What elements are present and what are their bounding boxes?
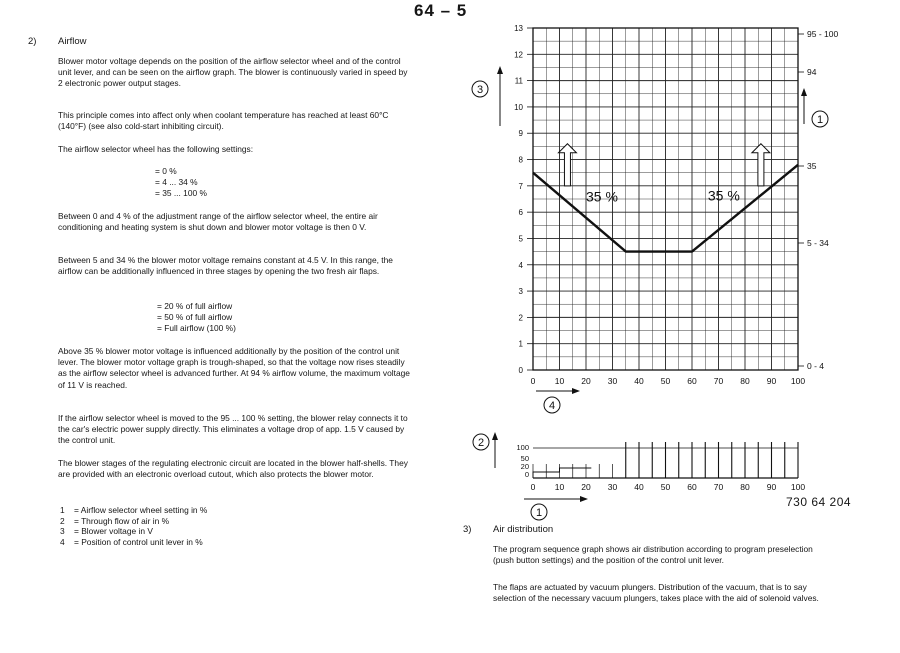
section-number: 2)	[28, 36, 37, 47]
axis-marker-left	[473, 432, 498, 468]
y-tick-label: 8	[518, 155, 523, 165]
axis-marker-bottom	[524, 496, 588, 520]
right-axis-labels	[798, 29, 838, 371]
right-axis-label: 5 - 34	[807, 238, 829, 248]
y-tick-label: 13	[514, 24, 523, 33]
legend	[60, 505, 207, 547]
y-tick-label: 0	[524, 470, 529, 479]
y-tick-label: 6	[518, 208, 523, 218]
x-tick-label: 40	[634, 376, 644, 386]
paragraph: If the airflow selector wheel is moved to the 95 ... 100 % setting, the blower relay connects it to the car's electric power supply directly. This eliminates a voltage drop of app. 1.5 V caused by the control unit.	[58, 413, 408, 446]
y-tick-labels	[514, 24, 533, 375]
list-item: = 35 ... 100 %	[155, 188, 207, 199]
y-tick-labels	[516, 443, 529, 479]
legend-text: = Position of control unit lever in %	[74, 536, 203, 547]
list-item: = 20 % of full airflow	[157, 301, 233, 311]
legend-row	[60, 526, 207, 537]
x-tick-label: 30	[607, 376, 618, 386]
svg-text:2: 2	[477, 437, 485, 449]
y-tick-label: 4	[518, 260, 523, 270]
axis-marker-bottom	[536, 388, 580, 413]
y-tick-label: 3	[518, 287, 523, 297]
right-axis-label: 0 - 4	[807, 361, 825, 371]
axis-marker-right	[801, 88, 828, 127]
x-tick-label: 0	[530, 376, 536, 386]
y-tick-label: 50	[520, 454, 529, 463]
list-item: = Full airflow (100 %)	[157, 323, 236, 334]
x-tick-label: 80	[740, 376, 750, 386]
right-axis-label: 94	[807, 67, 817, 77]
blower-voltage-chart	[460, 14, 860, 424]
up-arrow-icon	[558, 144, 576, 186]
y-tick-label: 9	[518, 129, 523, 139]
x-tick-label: 20	[581, 482, 591, 492]
svg-text:1: 1	[816, 114, 824, 126]
x-tick-label: 90	[766, 376, 777, 386]
y-tick-label: 7	[518, 181, 523, 191]
right-axis-label: 95 - 100	[807, 29, 839, 39]
list-item: = 50 % of full airflow	[157, 312, 233, 323]
legend-row	[60, 516, 207, 527]
page-number: 64 – 5	[414, 1, 468, 20]
paragraph: Above 35 % blower motor voltage is influenced additionally by the position of the control unit lever. The blower motor voltage graph is trough-shaped, so that the voltage now rises steadily as the airflow selector wheel is advanced further. At 94 % airflow volume, the maximum voltage of 11 V is reached.	[58, 346, 410, 390]
x-tick-label: 20	[581, 376, 591, 386]
x-tick-label: 100	[790, 482, 806, 492]
svg-text:3: 3	[476, 84, 484, 96]
y-tick-label: 100	[516, 443, 529, 452]
section-title: Air distribution	[493, 524, 554, 535]
x-tick-label: 10	[554, 482, 565, 492]
paragraph: This principle comes into affect only when coolant temperature has reached at least 60°C (140°F) (see also cold-start inhibiting circuit).	[58, 110, 389, 132]
y-tick-label: 12	[514, 50, 523, 60]
x-tick-label: 10	[554, 376, 565, 386]
section-number: 3)	[463, 524, 472, 535]
x-tick-label: 50	[660, 482, 671, 492]
annotation-label: 35 %	[707, 187, 740, 204]
legend-text: = Airflow selector wheel setting in %	[74, 505, 208, 515]
airflow-stages-list	[157, 301, 236, 335]
up-arrow-icon	[558, 144, 769, 186]
y-tick-label: 2	[518, 313, 523, 323]
legend-key: 2	[60, 515, 65, 526]
axis-marker-left	[472, 66, 503, 126]
svg-text:1: 1	[535, 507, 543, 519]
x-tick-label: 80	[740, 482, 750, 492]
paragraph: Blower motor voltage depends on the position of the airflow selector wheel and of the control unit lever, and can be seen on the airflow graph. The blower is continuously varied in speed by 2 electronic power output stages.	[58, 56, 408, 89]
x-tick-label: 90	[766, 482, 777, 492]
paragraph: Between 0 and 4 % of the adjustment range of the airflow selector wheel, the entire air conditioning and heating system is shut down and blower motor voltage is then 0 V.	[58, 211, 378, 233]
right-axis-label: 35	[807, 161, 817, 171]
x-tick-label: 60	[687, 482, 697, 492]
x-tick-labels	[531, 482, 806, 492]
list-item: = 0 %	[155, 166, 177, 176]
x-tick-label: 30	[607, 482, 618, 492]
legend-row	[60, 505, 207, 516]
list-item: = 4 ... 34 %	[155, 177, 198, 188]
x-tick-label: 70	[713, 482, 724, 492]
paragraph: The flaps are actuated by vacuum plungers. Distribution of the vacuum, that is to say selection of the necessary vacuum plungers, takes place with the aid of solenoid valves.	[493, 582, 819, 604]
paragraph: Between 5 and 34 % the blower motor voltage remains constant at 4.5 V. In this range, the airflow can be additionally influenced in three stages by opening the two fresh air flaps.	[58, 255, 393, 277]
y-tick-label: 5	[518, 234, 523, 244]
paragraph: The blower stages of the regulating electronic circuit are located in the blower half-shells. They are provided with an electronic overload cutout, which also protects the blower motor.	[58, 458, 408, 480]
chart-grid	[533, 442, 798, 478]
svg-text:4: 4	[548, 400, 556, 412]
settings-list	[155, 166, 207, 200]
y-tick-label: 1	[518, 339, 523, 349]
x-tick-label: 40	[634, 482, 644, 492]
y-tick-label: 20	[520, 462, 529, 471]
step-line	[533, 468, 591, 478]
x-tick-labels	[531, 376, 806, 386]
paragraph: The program sequence graph shows air distribution according to program preselection (push button settings) and the position of the control unit lever.	[493, 544, 813, 566]
section-title: Airflow	[58, 36, 87, 47]
legend-key: 1	[60, 505, 65, 515]
legend-text: = Through flow of air in %	[74, 515, 170, 526]
x-tick-label: 0	[530, 482, 536, 492]
legend-key: 4	[60, 536, 65, 547]
document-reference: 730 64 204	[786, 495, 852, 509]
airflow-chart	[460, 428, 860, 523]
annotation-label: 35 %	[586, 188, 618, 205]
up-arrow-icon	[752, 144, 770, 186]
x-tick-label: 60	[687, 376, 697, 386]
legend-row	[60, 537, 207, 548]
legend-key: 3	[60, 526, 65, 536]
y-tick-label: 10	[514, 102, 523, 112]
legend-text: = Blower voltage in V	[74, 526, 153, 536]
x-tick-label: 70	[713, 376, 724, 386]
chart-grid	[533, 28, 798, 370]
x-tick-label: 50	[660, 376, 671, 386]
x-tick-label: 100	[790, 376, 806, 386]
paragraph: The airflow selector wheel has the following settings:	[58, 144, 254, 154]
y-tick-label: 0	[518, 366, 523, 375]
y-tick-label: 11	[514, 76, 523, 86]
